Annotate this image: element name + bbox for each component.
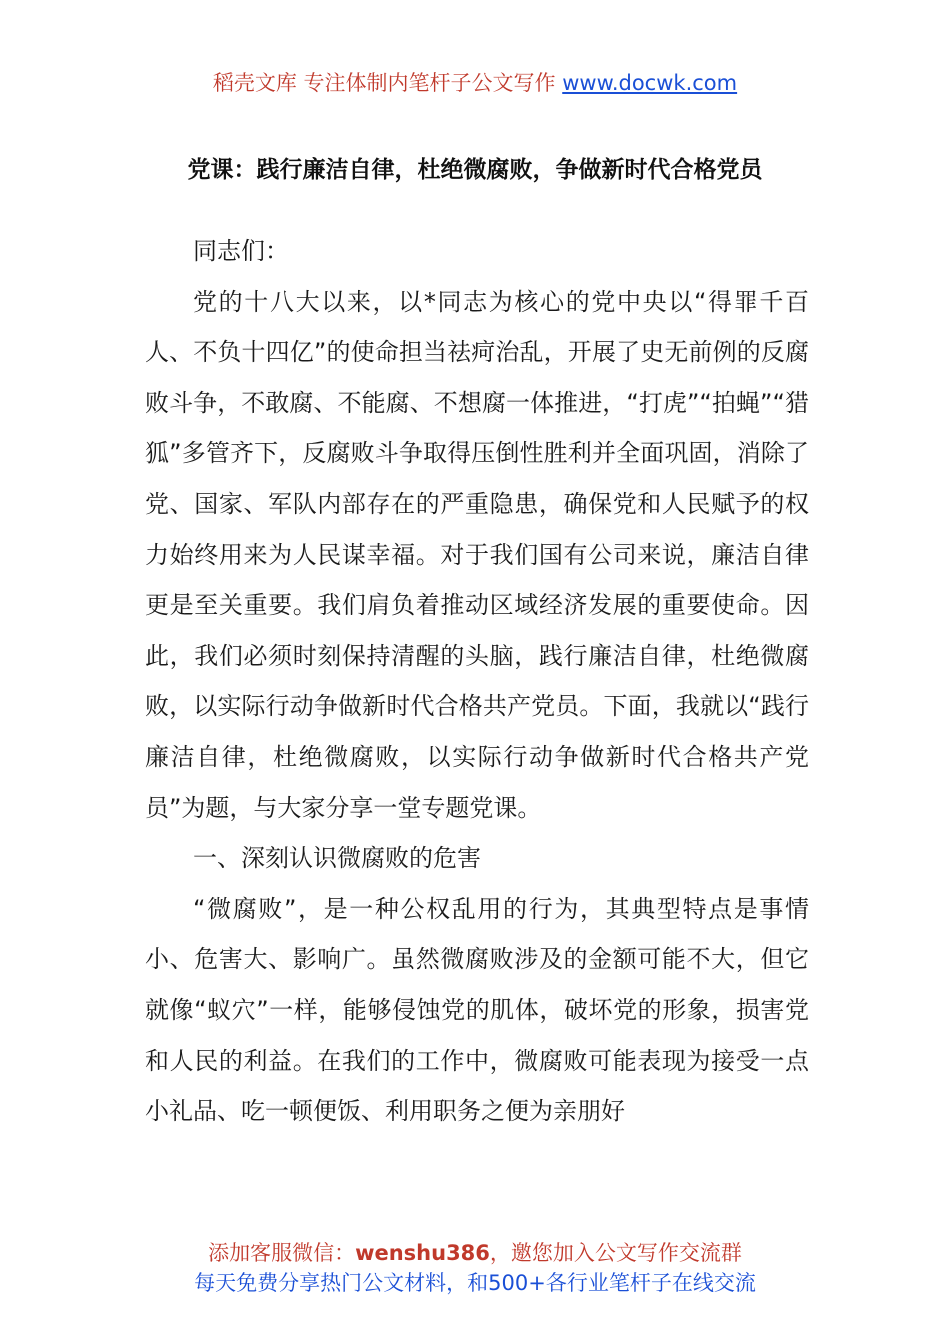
document-title: 党课：践行廉洁自律，杜绝微腐败，争做新时代合格党员 (187, 157, 763, 183)
wechat-id: wenshu386 (355, 1241, 490, 1265)
footer-prefix: 添加客服微信： (208, 1241, 356, 1265)
body-paragraph: “微腐败”，是一种公权乱用的行为，其典型特点是事情小、危害大、影响广。虽然微腐败涉及的金额可能不大，但它就像“蚁穴”一样，能够侵蚀党的肌体，破坏党的形象，损害党和人民的利益。在我们的工作中，微腐败可能表现为接受一点小礼品、吃一顿便饭、利用职务之便为亲朋好 (145, 894, 809, 1126)
header-brand: 稻壳文库 专注体制内笔杆子公文写作 (212, 71, 563, 95)
footer-suffix: ，邀您加入公文写作交流群 (489, 1241, 742, 1265)
body-paragraph: 党的十八大以来，以*同志为核心的党中央以“得罪千百人、不负十四亿”的使命担当祛疴治乱，开展了史无前例的反腐败斗争，不敢腐、不能腐、不想腐一体推进，“打虎”“拍蝇”“猎狐”多管齐下，反腐败斗争取得压倒性胜利并全面巩固，消除了党、国家、军队内部存在的严重隐患，确保党和人民赋予的权力始终用来为人民谋幸福。对于我们国有公司来说，廉洁自律更是至关重要。我们肩负着推动区域经济发展的重要使命。因此，我们必须时刻保持清醒的头脑，践行廉洁自律，杜绝微腐败，以实际行动争做新时代合格共产党员。下面，我就以“践行廉洁自律，杜绝微腐败，以实际行动争做新时代合格共产党员”为题，与大家分享一堂专题党课。 (145, 287, 809, 822)
salutation: 同志们： (193, 237, 289, 265)
document-body (145, 226, 809, 1137)
footer-line-2: 每天免费分享热门公文材料，和500+各行业笔杆子在线交流 (194, 1271, 756, 1295)
header-url-link[interactable]: www.docwk.com (562, 71, 738, 95)
page-footer (0, 1238, 950, 1298)
page-header (0, 66, 950, 100)
footer-line-1 (0, 1238, 950, 1268)
section-heading: 一、深刻认识微腐败的危害 (193, 844, 481, 873)
